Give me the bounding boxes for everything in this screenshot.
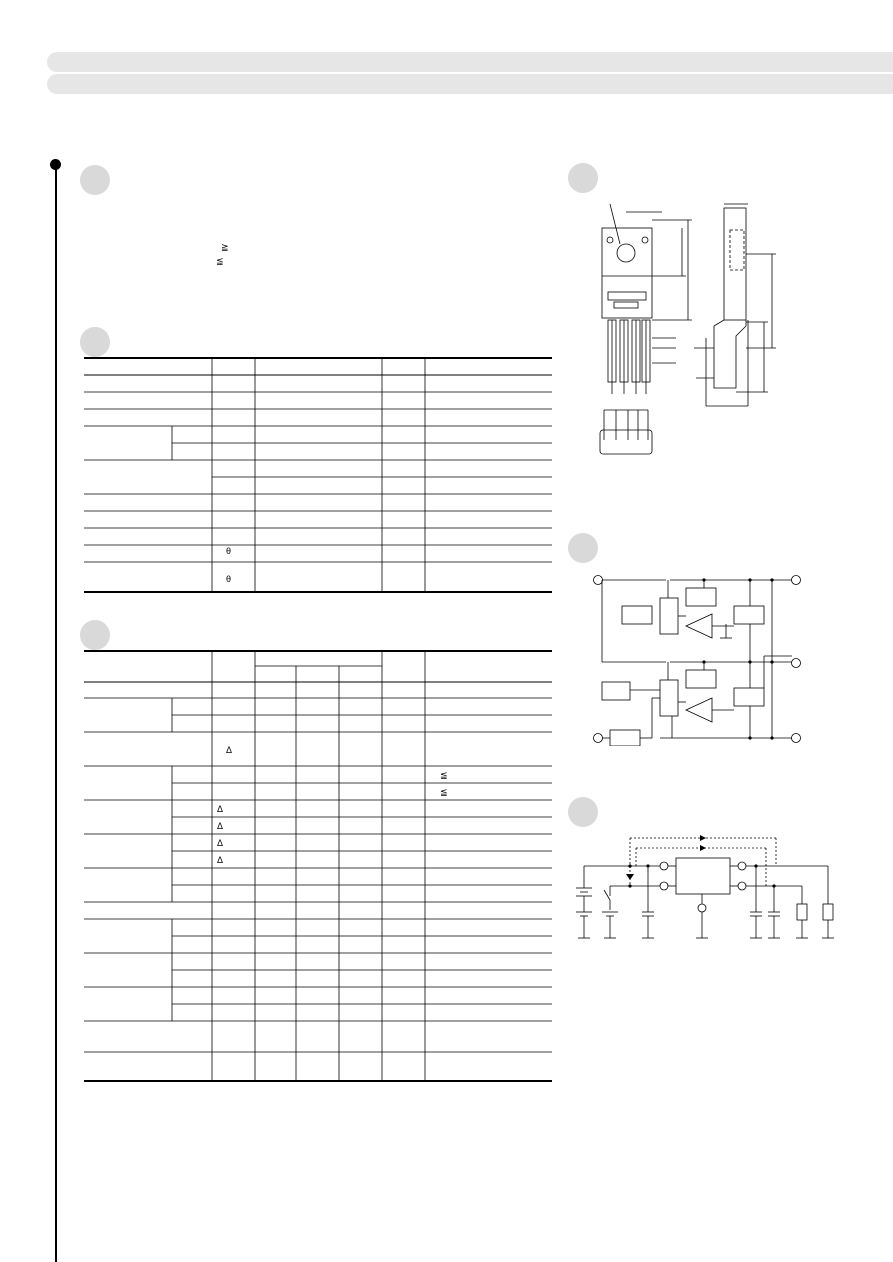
package-outline-drawing: [596, 198, 796, 465]
ratings-theta-1: θ: [226, 546, 232, 556]
ratings-table: [84, 357, 554, 595]
section-marker-features: [80, 165, 110, 195]
feature-symbol-le: ≦: [216, 256, 224, 266]
characteristics-le-1: ≦: [440, 770, 448, 780]
characteristics-delta-2: Δ: [217, 821, 224, 831]
characteristics-delta-1: Δ: [217, 804, 224, 814]
characteristics-table: [84, 650, 554, 1084]
section-marker-absolute-ratings: [80, 327, 110, 357]
block-diagram: [592, 572, 804, 751]
application-circuit: [572, 834, 842, 953]
characteristics-delta-4: Δ: [217, 855, 224, 865]
margin-rule: [55, 165, 57, 1262]
characteristics-delta-top: Δ: [226, 745, 233, 755]
characteristics-le-2: ≦: [440, 787, 448, 797]
header-band-top: [47, 52, 893, 72]
header-band-bottom: [47, 74, 893, 94]
section-marker-application-circuit: [568, 797, 598, 827]
section-marker-electrical-characteristics: [80, 620, 110, 650]
section-marker-block-diagram: [568, 533, 598, 563]
section-marker-package: [568, 163, 598, 193]
characteristics-delta-3: Δ: [217, 838, 224, 848]
feature-symbol-ge: ≧: [221, 242, 229, 252]
ratings-theta-2: θ: [226, 574, 232, 584]
